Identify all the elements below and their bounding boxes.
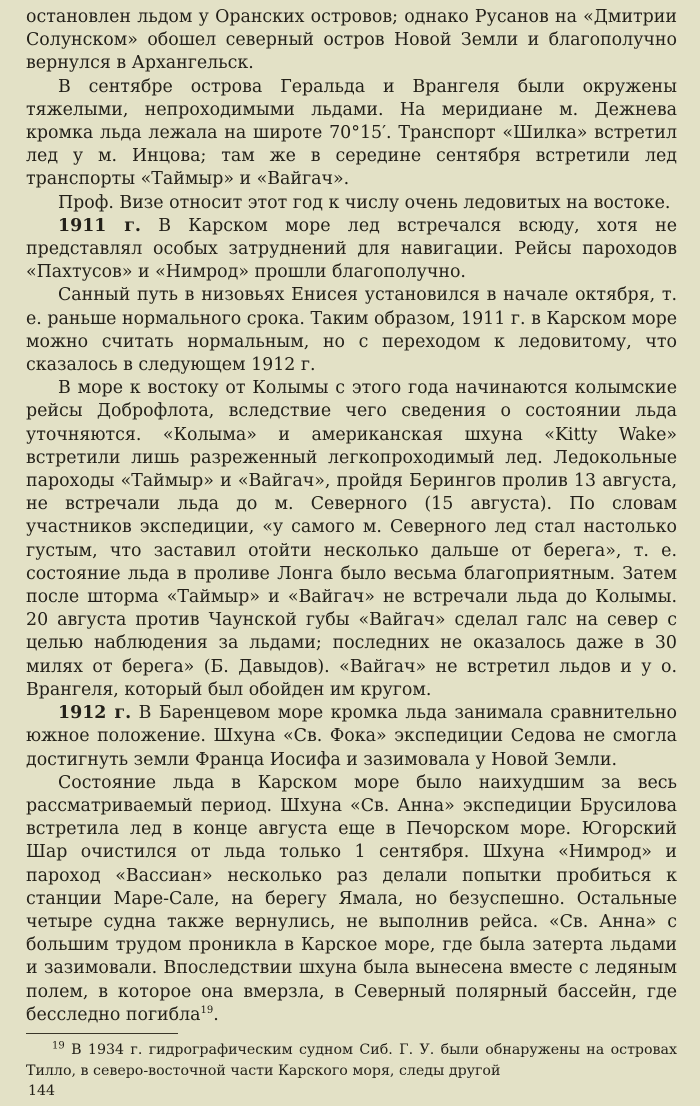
paragraph: Состояние льда в Карском море было наихудшим за весь рассматриваемый период. Шхуна «Св. Анна» экспедиции Брусилова встретила лед в конце августа еще в Печорском море. Югорский Шар очистился от льда только 1 сентября. Шхуна «Нимрод» и пароход «Вассиан» несколько раз делали попытки пробиться к станции Маре-Сале, на берегу Ямала, но безуспешно. Остальные четыре судна также вернулись, не выполнив рейса. «Св. Анна» с большим трудом проникла в Карское море, где была затерта льдами и зазимовали. Впоследствии шхуна была вынесена вместе с ледяным полем, в которое она вмерзла, в Северный полярный бассейн, где бесследно погибла$^{19}$.	[26, 772, 677, 1025]
footnote-divider	[26, 1033, 178, 1034]
main-text	[26, 6, 677, 1027]
paragraph: Проф. Визе относит этот год к числу очень ледовитых на востоке.	[58, 192, 671, 213]
paragraph: В море к востоку от Колымы с этого года начинаются колымские рейсы Доброфлота, вследствие чего сведения о состоянии льда уточняются. «Колыма» и американская шхуна «Kitty Wake» встретили лишь разреженный легкопроходимый лед. Ледокольные пароходы «Таймыр» и «Вайгач», пройдя Берингов пролив 13 августа, не встречали льда до м. Северного (15 августа). По словам участников экспедиции, «у самого м. Северного лед стал настолько густым, что заставил отойти несколько дальше от берега», т. е. состояние льда в проливе Лонга было весьма благоприятным. Затем после шторма «Таймыр» и «Вайгач» не встречали льда до Колымы. 20 августа против Чаунской губы «Вайгач» сделал галс на север с целью наблюдения за льдами; последних не оказалось даже в 30 милях от берега» (Б. Давыдов). «Вайгач» не встретил льдов и у о. Врангеля, который был обойден им кругом.	[26, 378, 677, 700]
footnote: $^{19}$ В 1934 г. гидрографическим судном Сиб. Г. У. были обнаружены на островах Тилло, в северо-восточной части Карского моря, следы другой	[26, 1040, 677, 1079]
paragraph: 1911 г. В Карском море лед встречался всюду, хотя не представлял особых затруднений для навигации. Рейсы пароходов «Пахтусов» и «Нимрод» прошли благополучно.	[26, 215, 677, 283]
year-heading: 1911 г.	[58, 215, 141, 236]
footnote-marker: 19	[52, 1040, 65, 1052]
paragraph: Санный путь в низовьях Енисея установился в начале октября, т. е. раньше нормального срока. Таким образом, 1911 г. в Карском море можно считать нормальным, но с переходом к ледовитому, что сказалось в следующем 1912 г.	[26, 285, 677, 376]
year-heading: 1912 г.	[58, 703, 132, 724]
paragraph: В сентябре острова Геральда и Врангеля были окружены тяжелыми, непроходимыми льдами. На меридиане м. Дежнева кромка льда лежала на широте 70°15′. Транспорт «Шилка» встретил лед у м. Инцова; там же в середине сентября встретили лед транспорты «Таймыр» и «Вайгач».	[26, 76, 677, 190]
page-number: 144	[28, 1083, 56, 1099]
paragraph: 1912 г. В Баренцевом море кромка льда занимала сравнительно южное положение. Шхуна «Св. Фока» экспедиции Седова не смогла достигнуть земли Франца Иосифа и зазимовала у Новой Земли.	[26, 703, 677, 770]
paragraph: остановлен льдом у Оранских островов; однако Русанов на «Дмитрии Солунском» обошел северный остров Новой Земли и благополучно вернулся в Архангельск.	[26, 7, 677, 74]
footnote-reference[interactable]: 19	[200, 1004, 214, 1016]
